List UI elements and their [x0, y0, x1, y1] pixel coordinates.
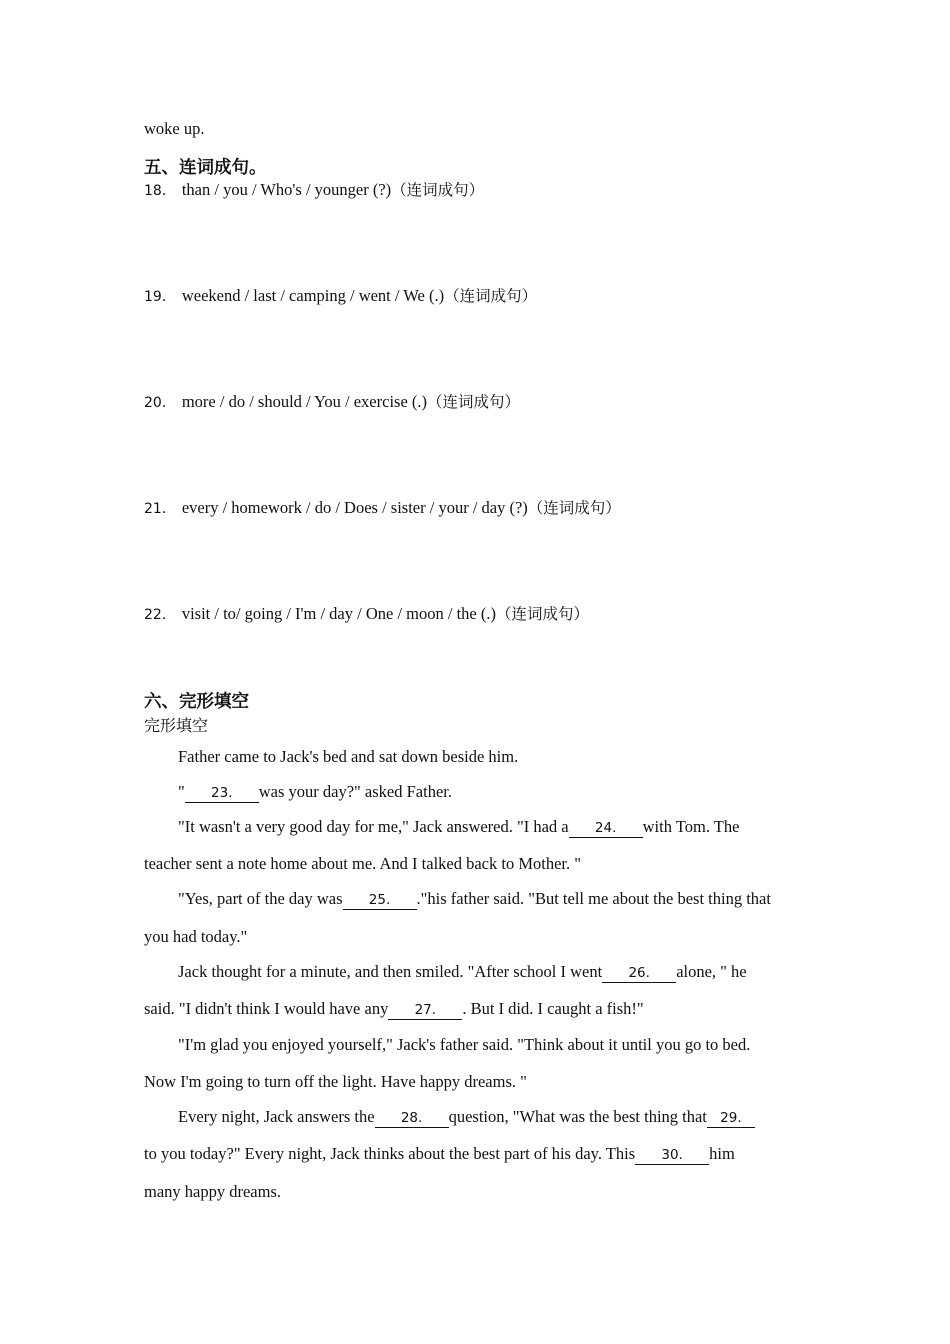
section-subheading: 完形填空 [144, 716, 209, 735]
passage-text: was your day?" asked Father. [258, 782, 452, 801]
question-number: 19． [144, 289, 176, 305]
question-tag: （连词成句） [427, 393, 521, 411]
passage-line: "I'm glad you enjoyed yourself," Jack's father said. "Think about it until you go to bed. [178, 1035, 751, 1054]
passage-line [178, 782, 452, 803]
question-words: every / homework / do / Does / sister / your / day (?) [181, 498, 528, 517]
question-20 [144, 390, 520, 412]
section-heading: 六、完形填空 [144, 692, 249, 712]
passage-text: question, "What was the best thing that [448, 1107, 707, 1126]
passage-line [144, 1144, 735, 1165]
passage-line: you had today." [144, 927, 248, 946]
question-words: than / you / Who's / younger (?) [181, 180, 392, 199]
question-22 [144, 602, 589, 624]
section-heading: 五、连词成句。 [144, 158, 267, 178]
passage-text: Jack thought for a minute, and then smiled. "After school I went [178, 962, 603, 981]
passage-line [178, 889, 771, 910]
blank-24: 24. [569, 820, 643, 838]
passage-line: many happy dreams. [144, 1182, 282, 1201]
passage-text: him [709, 1144, 735, 1163]
question-number: 20． [144, 395, 176, 411]
passage-text: said. "I didn't think I would have any [144, 999, 389, 1018]
question-words: visit / to/ going / I'm / day / One / moon / the (.) [181, 604, 496, 623]
question-tag: （连词成句） [527, 499, 621, 517]
question-number: 22． [144, 607, 176, 623]
passage-line [178, 962, 747, 983]
passage-text: alone, " he [676, 962, 747, 981]
top-fragment: woke up. [144, 119, 205, 138]
question-tag: （连词成句） [391, 181, 485, 199]
passage-text: "Yes, part of the day was [178, 889, 343, 908]
passage-text: to you today?" Every night, Jack thinks about the best part of his day. This [144, 1144, 636, 1163]
passage-line [178, 817, 739, 838]
passage-line [144, 999, 644, 1020]
blank-23: 23. [185, 785, 259, 803]
question-19 [144, 284, 537, 306]
passage-text: " [178, 782, 185, 801]
passage-text: Every night, Jack answers the [178, 1107, 375, 1126]
question-tag: （连词成句） [495, 605, 589, 623]
question-18 [144, 178, 484, 200]
blank-29: 29. [707, 1110, 755, 1128]
blank-28: 28. [375, 1110, 449, 1128]
passage-text: ."his father said. "But tell me about the best thing that [416, 889, 771, 908]
blank-27: 27. [388, 1002, 462, 1020]
question-tag: （连词成句） [444, 287, 538, 305]
blank-25: 25. [343, 892, 417, 910]
passage-text: with Tom. The [642, 817, 740, 836]
question-words: weekend / last / camping / went / We (.) [181, 286, 445, 305]
blank-26: 26. [602, 965, 676, 983]
passage-line: teacher sent a note home about me. And I talked back to Mother. " [144, 854, 581, 873]
passage-line: Now I'm going to turn off the light. Have happy dreams. " [144, 1072, 527, 1091]
passage-text: "It wasn't a very good day for me," Jack answered. "I had a [178, 817, 569, 836]
passage-text: . But I did. I caught a fish!" [462, 999, 644, 1018]
question-words: more / do / should / You / exercise (.) [181, 392, 428, 411]
question-number: 18． [144, 183, 176, 199]
passage-line: Father came to Jack's bed and sat down beside him. [178, 747, 519, 766]
passage-line [178, 1107, 755, 1128]
blank-30: 30. [635, 1147, 709, 1165]
question-21 [144, 496, 621, 518]
question-number: 21． [144, 501, 176, 517]
